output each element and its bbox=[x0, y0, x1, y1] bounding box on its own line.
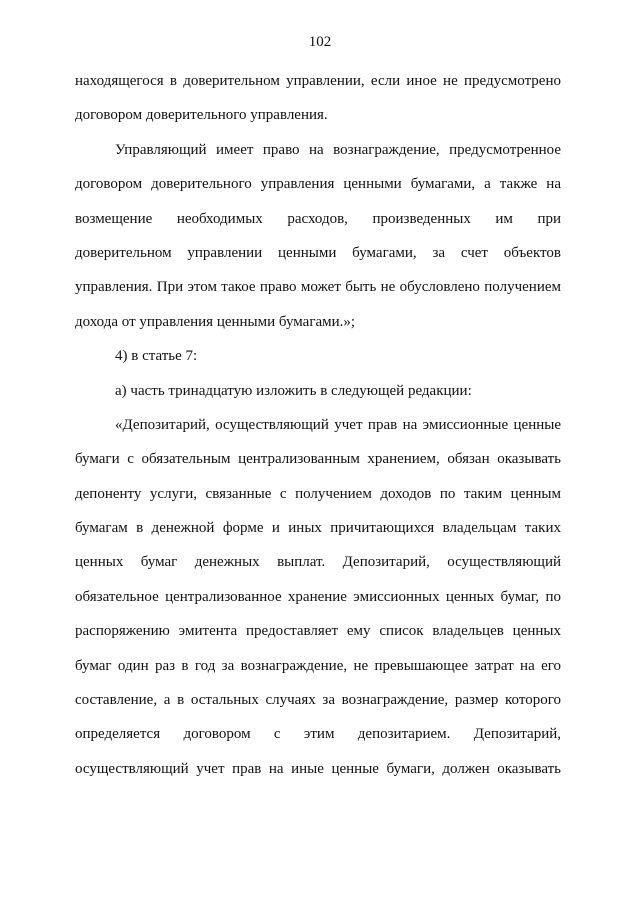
text-line: бумаг один раз в год за вознаграждение, не превышающее затрат на его bbox=[75, 657, 561, 674]
page-number: 102 bbox=[308, 34, 332, 50]
text-line: обязательное централизованное хранение эмиссионных ценных бумаг, по bbox=[75, 588, 561, 605]
text-line: бумаги с обязательным централизованным хранением, обязан оказывать bbox=[75, 451, 561, 468]
text-line: осуществляющий учет прав на иные ценные бумаги, должен оказывать bbox=[75, 760, 561, 777]
text-line: доверительном управлении ценными бумагами, за счет объектов bbox=[75, 244, 561, 261]
text-line: бумагам в денежной форме и иных причитающихся владельцам таких bbox=[75, 520, 561, 537]
text-line: Управляющий имеет право на вознаграждение, предусмотренное bbox=[115, 141, 561, 158]
document-body bbox=[75, 66, 561, 788]
text-line: «Депозитарий, осуществляющий учет прав на эмиссионные ценные bbox=[115, 416, 561, 433]
text-line: договором доверительного управления. bbox=[75, 107, 328, 124]
text-line: управления. При этом такое право может быть не обусловлено получением bbox=[75, 279, 561, 296]
text-line: распоряжению эмитента предоставляет ему список владельцев ценных bbox=[75, 623, 561, 640]
text-line: составление, а в остальных случаях за вознаграждение, размер которого bbox=[75, 692, 561, 709]
text-line: дохода от управления ценными бумагами.»; bbox=[75, 313, 356, 330]
text-line: определяется договором с этим депозитарием. Депозитарий, bbox=[75, 726, 561, 743]
text-line: договором доверительного управления ценными бумагами, а также на bbox=[75, 176, 561, 193]
list-item-heading: 4) в статье 7: bbox=[115, 348, 198, 365]
text-line: находящегося в доверительном управлении, если иное не предусмотрено bbox=[75, 73, 561, 89]
text-line: возмещение необходимых расходов, произведенных им при bbox=[75, 210, 561, 227]
list-item-heading: а) часть тринадцатую изложить в следующей редакции: bbox=[115, 382, 472, 399]
text-line: ценных бумаг денежных выплат. Депозитарий, осуществляющий bbox=[75, 554, 561, 571]
text-line: депоненту услуги, связанные с получением доходов по таким ценным bbox=[75, 485, 561, 502]
